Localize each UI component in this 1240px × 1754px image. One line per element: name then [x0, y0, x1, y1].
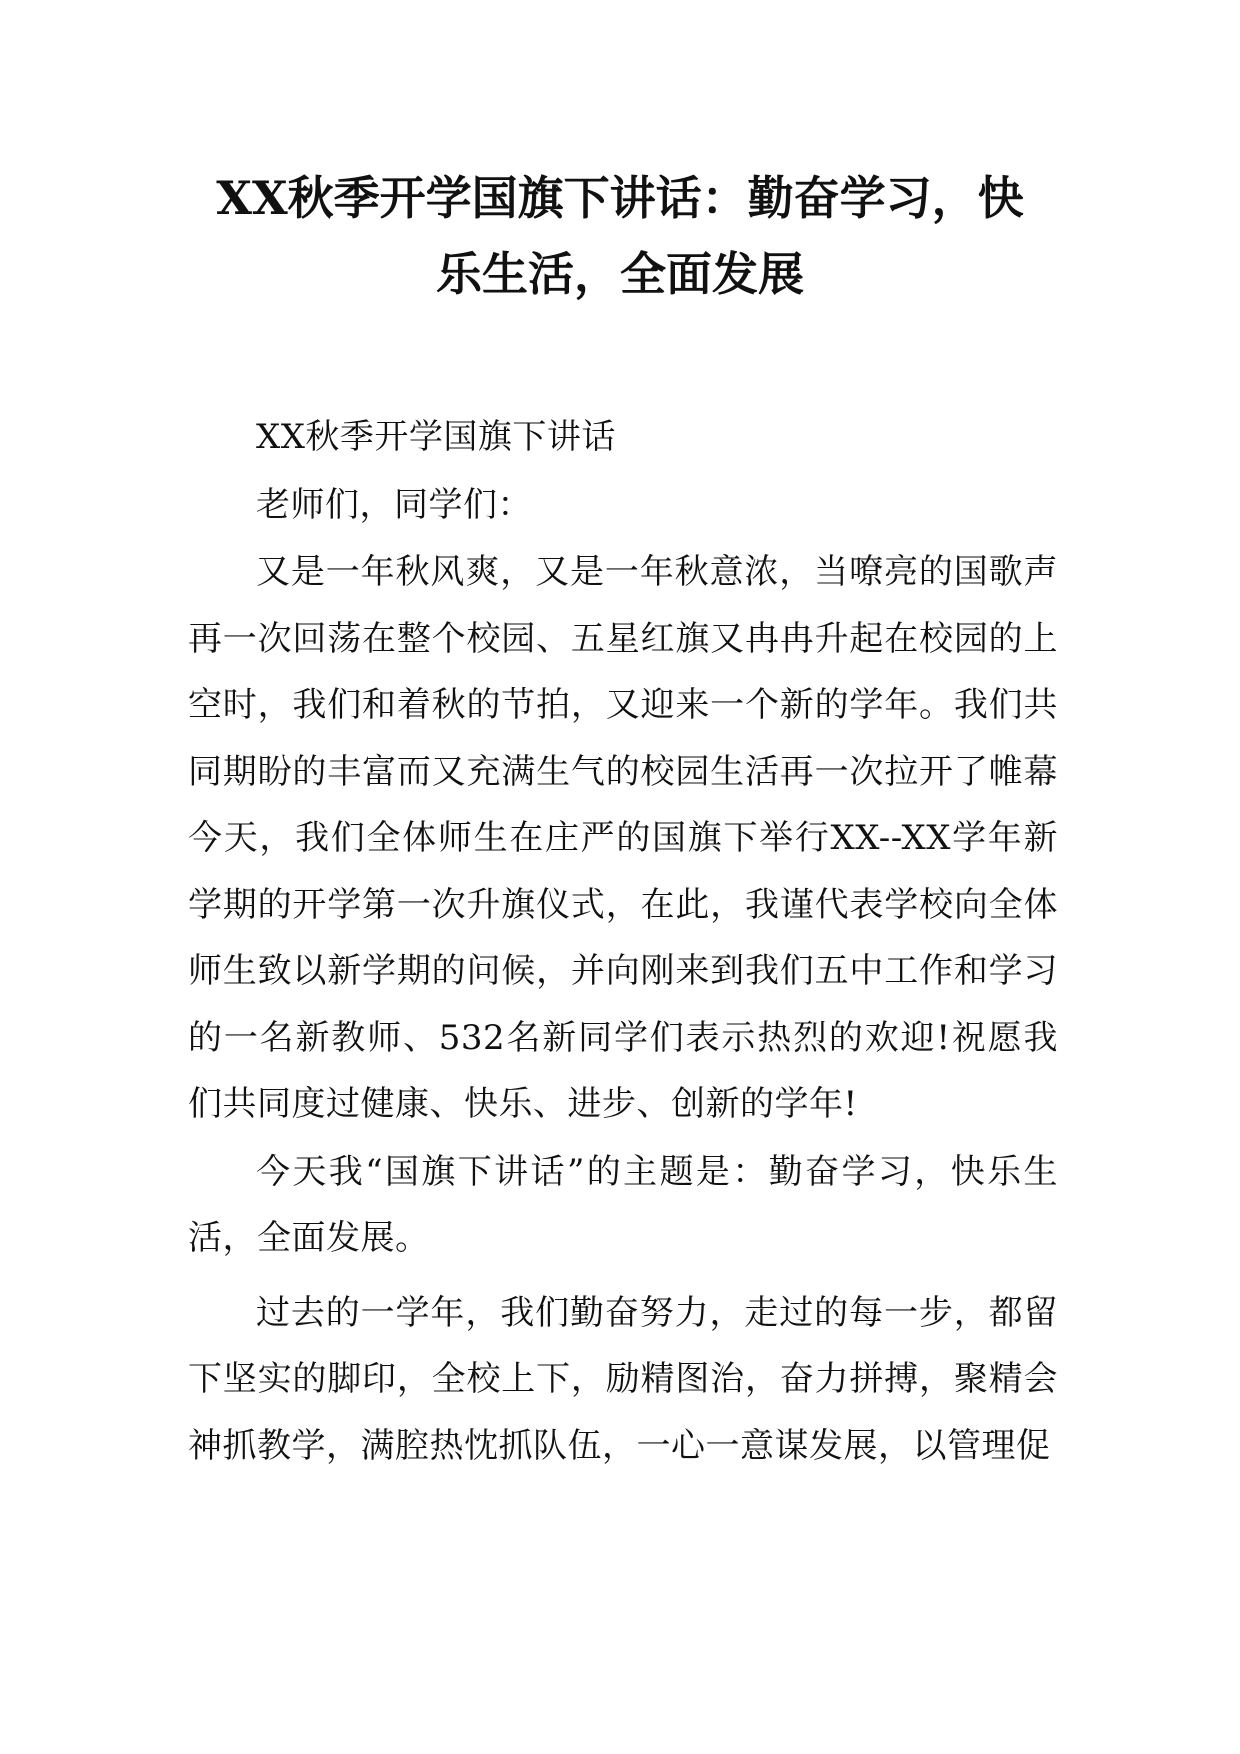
paragraph-2: 今天我“国旗下讲话”的主题是：勤奋学习，快乐生活，全面发展。 [188, 1151, 1058, 1258]
paragraph-3: 过去的一学年，我们勤奋努力，走过的每一步，都留下坚实的脚印，全校上下，励精图治，奋力拼搏，聚精会神抓教学，满腔热忱抓队伍，一心一意谋发展，以管理促 [188, 1292, 1058, 1466]
speech-subtitle: XX秋季开学国旗下讲话 [256, 417, 616, 457]
title-line-2: 乐生活，全面发展 [436, 247, 804, 301]
salutation: 老师们，同学们： [256, 484, 532, 525]
paragraph-1: 又是一年秋风爽，又是一年秋意浓，当嘹亮的国歌声再一次回荡在整个校园、五星红旗又冉冉升起在校园的上空时，我们和着秋的节拍，又迎来一个新的学年。我们共同期盼的丰富而又充满生气的校园生活再一次拉开了帷幕今天，我们全体师生在庄严的国旗下举行XX--XX学年新学期的开学第一次升旗仪式，在此，我谨代表学校向全体师生致以新学期的问候，并向刚来到我们五中工作和学习的一名新教师、532名新同学们表示热烈的欢迎!祝愿我们共同度过健康、快乐、进步、创新的学年! [188, 552, 1058, 1124]
document-title [170, 160, 1070, 312]
document-body [188, 404, 1058, 1479]
title-line-1: XX秋季开学国旗下讲话：勤奋学习，快 [216, 171, 1024, 225]
